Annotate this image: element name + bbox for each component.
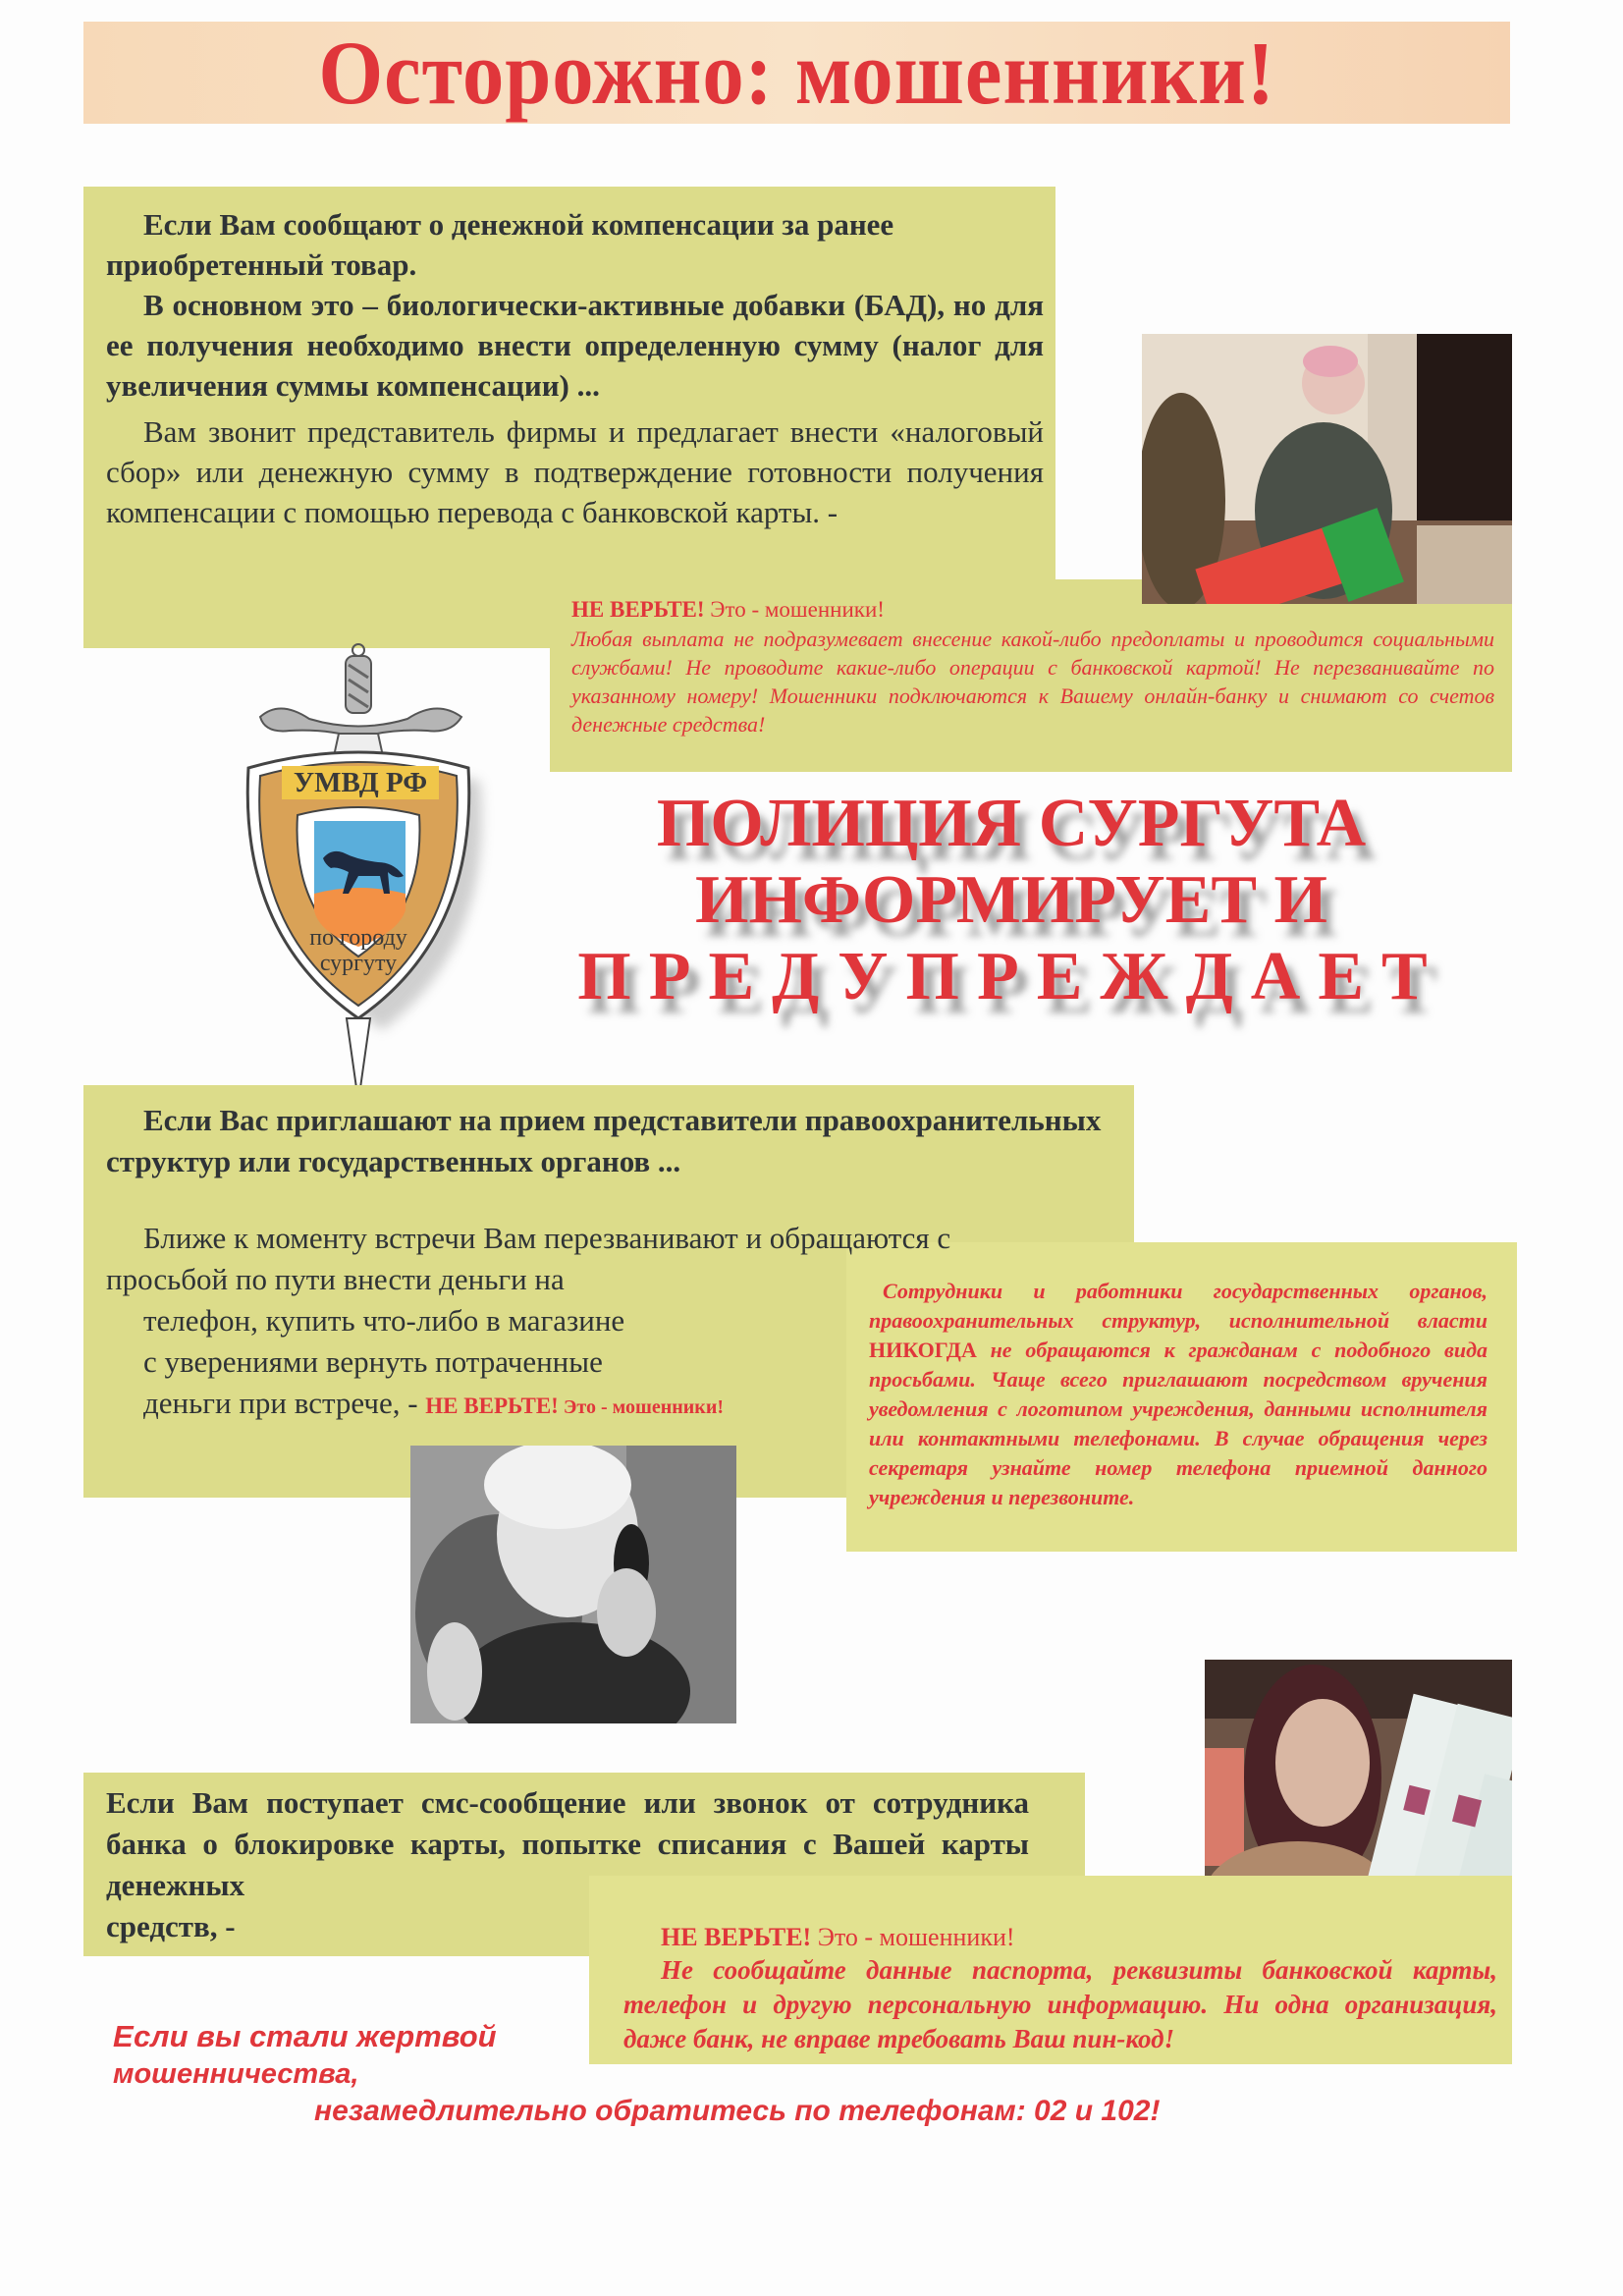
- footer-line3-emergency-phones: незамедлительно обратитесь по телефонам: 02 и 102!: [314, 2095, 1161, 2127]
- warning-rest: Это - мошенники!: [704, 597, 885, 622]
- section3-warning: [623, 1922, 1497, 2056]
- section1-photo: [1142, 334, 1512, 604]
- warning-caps: НЕ ВЕРЬТЕ!: [661, 1923, 812, 1951]
- section2-advice: [869, 1277, 1488, 1512]
- section1-lead: Если Вам сообщают о денежной компенсации за ранее приобретенный товар.: [106, 207, 894, 282]
- elderly-woman-phone-image: [410, 1446, 736, 1723]
- section1-warning: [571, 595, 1494, 738]
- emblem-bottom-line1: по городу: [309, 925, 407, 951]
- slogan-line2: ИНФОРМИРУЕТ И: [695, 862, 1327, 938]
- slogan: [569, 786, 1453, 1015]
- advice-part2: не обращаются к гражданам с подобного вида просьбами. Чаще всего приглашают посредством вручения уведомления с логотипом учреждения, данными исполнителя или контактными телефонами. В случае обращения через секретаря узнайте номер телефона приемной данного учреждения и перезвоните.: [869, 1338, 1488, 1509]
- section3-advice: Не сообщайте данные паспорта, реквизиты банковской карты, телефон и другую персональную информацию. Ни одна организация, даже банк, не вправе требовать Ваш пин-код!: [623, 1955, 1497, 2053]
- advice-emphasis: НИКОГДА: [869, 1338, 977, 1362]
- emblem-bottom-line2: сургуту: [319, 951, 398, 976]
- warning-caps: НЕ ВЕРЬТЕ!: [571, 597, 705, 622]
- section2-body-line5-text: деньги при встрече, -: [143, 1386, 426, 1420]
- advice-part1: Сотрудники и работники государственных органов, правоохранительных структур, исполнительной власти: [869, 1279, 1488, 1333]
- page-title: Осторожно: мошенники!: [318, 23, 1275, 123]
- footer-line2: мошенничества,: [113, 2058, 359, 2090]
- section2-lead: Если Вас приглашают на прием представители правоохранительных структур или государственных органов ...: [106, 1103, 1102, 1178]
- section3-lead-line2: средств, -: [106, 1909, 236, 1943]
- section1-text: [106, 204, 1044, 532]
- section2-body-line2: просьбой по пути внести деньги на: [106, 1262, 565, 1296]
- section1-detail: В основном это – биологически-активные добавки (БАД), но для ее получения необходимо внести определенную сумму (налог для увеличения суммы компенсации) ...: [106, 288, 1044, 403]
- police-emblem: [221, 640, 506, 1102]
- section1-advice: Любая выплата не подразумевает внесение какой-либо предоплаты и проводится социальными службами! Не проводите какие-либо операции с банковской картой! Не перезванивайте по указанному номеру! Мошенники подключаются к Вашему онлайн-банку и снимают со счетов денежные средства!: [571, 627, 1494, 737]
- slogan-line3: ПРЕДУПРЕЖДАЕТ: [577, 939, 1445, 1014]
- section1-body: Вам звонит представитель фирмы и предлагает внести «налоговый сбор» или денежную сумму в подтверждение готовности получения компенсации с помощью перевода с банковской карты. -: [106, 414, 1044, 529]
- warning-rest: Это - мошенники!: [811, 1923, 1015, 1951]
- section3-lead-line1: Если Вам поступает смс-сообщение или звонок от сотрудника банка о блокировке карты, попытке списания с Вашей карты денежных: [106, 1785, 1029, 1902]
- warning-caps: НЕ ВЕРЬТЕ!: [425, 1394, 559, 1418]
- warning-heading: [623, 1922, 1497, 1953]
- section2-photo: [410, 1446, 736, 1723]
- title-banner: [83, 22, 1510, 124]
- emblem-top-text: УМВД РФ: [293, 767, 428, 798]
- warning-rest: Это - мошенники!: [558, 1396, 725, 1418]
- police-shield-sword-icon: [221, 640, 506, 1102]
- footer-line1: Если вы стали жертвой: [113, 2019, 497, 2053]
- section2-body-line4: с уверениями вернуть потраченные: [143, 1344, 603, 1379]
- slogan-line1: ПОЛИЦИЯ СУРГУТА: [656, 786, 1367, 861]
- section2-body-line3: телефон, купить что-либо в магазине: [143, 1303, 625, 1338]
- elderly-woman-with-gifts-image: [1142, 334, 1512, 604]
- section2-body-line1: Ближе к моменту встречи Вам перезванивают и обращаются с: [143, 1221, 951, 1255]
